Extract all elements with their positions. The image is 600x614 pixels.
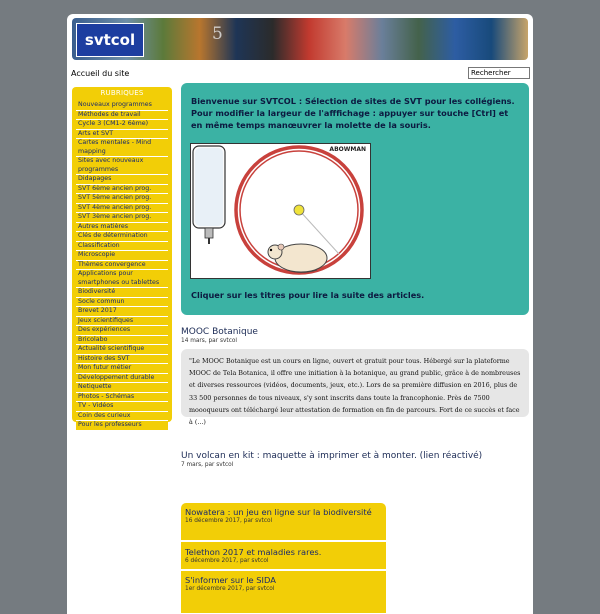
search-input[interactable]: Rechercher — [468, 67, 530, 79]
sidebar-item[interactable]: Bricolabo — [76, 336, 168, 346]
article-title-link[interactable]: MOOC Botanique — [181, 327, 258, 337]
sidebar-item[interactable]: Socle commun — [76, 298, 168, 308]
welcome-text: Bienvenue sur SVTCOL : Sélection de sites de SVT pour les collégiens. Pour modifier la largeur de l'afffichage : appuyer sur touche [Ctrl] et en même temps manœuvrer la molette de la souris. — [191, 96, 515, 130]
sidebar-item[interactable]: Microscopie — [76, 251, 168, 261]
article-meta: 7 mars, par svtcol — [181, 462, 234, 468]
sidebar-item[interactable]: Des expériences — [76, 326, 168, 336]
sidebar-item[interactable]: SVT 4ème ancien prog. — [76, 204, 168, 214]
sidebar-item[interactable]: Développement durable — [76, 374, 168, 384]
divider — [181, 540, 386, 542]
sidebar-item[interactable]: Autres matières — [76, 223, 168, 233]
sidebar-item[interactable]: Cartes mentales - Mind mapping — [76, 139, 168, 157]
welcome-box — [181, 83, 529, 315]
sidebar-rubriques — [72, 87, 172, 428]
sidebar-item[interactable]: Thèmes convergence — [76, 261, 168, 271]
sidebar-item[interactable]: Clés de détermination — [76, 232, 168, 242]
welcome-cta: Cliquer sur les titres pour lire la suite des articles. — [191, 290, 425, 300]
recent-article — [185, 507, 381, 524]
recent-article — [185, 547, 381, 564]
sidebar-item[interactable]: Nouveaux programmes — [76, 101, 168, 111]
recent-article-meta: 16 décembre 2017, par svtcol — [185, 518, 273, 524]
sidebar-item[interactable]: Sites avec nouveaux programmes — [76, 157, 168, 175]
sidebar-item[interactable]: Mon futur métier — [76, 364, 168, 374]
sidebar-item[interactable]: Histoire des SVT — [76, 355, 168, 365]
hamster-wheel-graphic — [191, 144, 370, 278]
site-logo[interactable]: svtcol — [76, 23, 144, 57]
hamster-wheel-illustration — [190, 143, 371, 279]
sidebar-title: RUBRIQUES — [100, 89, 144, 97]
sidebar-item[interactable]: Coin des curieux — [76, 412, 168, 422]
sidebar-item[interactable]: SVT 5ème ancien prog. — [76, 194, 168, 204]
article-item — [181, 327, 258, 344]
sidebar-item[interactable]: Jeux scientifiques — [76, 317, 168, 327]
sidebar-item[interactable]: SVT 3ème ancien prog. — [76, 213, 168, 223]
banner-glyph: 5 — [212, 24, 223, 44]
sidebar-item[interactable]: Cycle 3 (CM1-2 6ème) — [76, 120, 168, 130]
sidebar-item[interactable]: Arts et SVT — [76, 130, 168, 140]
breadcrumb-home-link[interactable]: Accueil du site — [71, 69, 130, 78]
recent-article-meta: 6 décembre 2017, par svtcol — [185, 558, 269, 564]
sidebar-item[interactable]: Didapages — [76, 175, 168, 185]
recent-article-title-link[interactable]: Nowatera : un jeu en ligne sur la biodiversité — [185, 507, 372, 517]
page-container — [67, 14, 533, 614]
sidebar-item[interactable]: Classification — [76, 242, 168, 252]
recent-article-meta: 1er décembre 2017, par svtcol — [185, 586, 275, 592]
recent-article-title-link[interactable]: Telethon 2017 et maladies rares. — [185, 547, 322, 557]
recent-article — [185, 575, 381, 592]
sidebar-item[interactable]: Actualité scientifique — [76, 345, 168, 355]
sidebar-item[interactable]: Applications pour smartphones ou tablettes — [76, 270, 168, 288]
divider — [181, 569, 386, 571]
sidebar-item[interactable]: Photos - Schémas — [76, 393, 168, 403]
sidebar-list — [72, 101, 172, 431]
sidebar-item[interactable]: SVT 6ème ancien prog. — [76, 185, 168, 195]
site-banner[interactable] — [72, 18, 528, 60]
sidebar-item[interactable]: Méthodes de travail — [76, 111, 168, 121]
article-meta: 14 mars, par svtcol — [181, 338, 238, 344]
recent-articles-list — [181, 503, 386, 613]
sidebar-item[interactable]: TV - Vidéos — [76, 402, 168, 412]
recent-article-title-link[interactable]: S'informer sur le SIDA — [185, 575, 276, 585]
article-item — [181, 451, 482, 468]
article-excerpt-box — [181, 349, 529, 427]
article-excerpt: "Le MOOC Botanique est un cours en ligne, ouvert et gratuit pour tous. Hébergé sur la plateforme MOOC de Tela Botanica, il offre une initiation à la botanique, au grand public, grâce à de nombreuses et diverses ressources (vidéos, documents, jeux, etc.). Lors de sa première diffusion en 2016, plus de 33 500 personnes de tous niveaux, s'y sont inscrits dans toute la francophonie. Près de 7500 moooqueurs ont téléchargé leur attestation de formation en fin de parcours. Fort de ce succès et face à (...) — [189, 357, 521, 427]
sidebar-item[interactable]: Biodiversité — [76, 288, 168, 298]
article-title-link[interactable]: Un volcan en kit : maquette à imprimer et à monter. (lien réactivé) — [181, 451, 483, 461]
sidebar-item[interactable]: Netiquette — [76, 383, 168, 393]
sidebar-item[interactable]: Pour les professeurs — [76, 421, 168, 431]
illustration-brand: ABOWMAN — [329, 146, 366, 153]
sidebar-item[interactable]: Brevet 2017 — [76, 307, 168, 317]
